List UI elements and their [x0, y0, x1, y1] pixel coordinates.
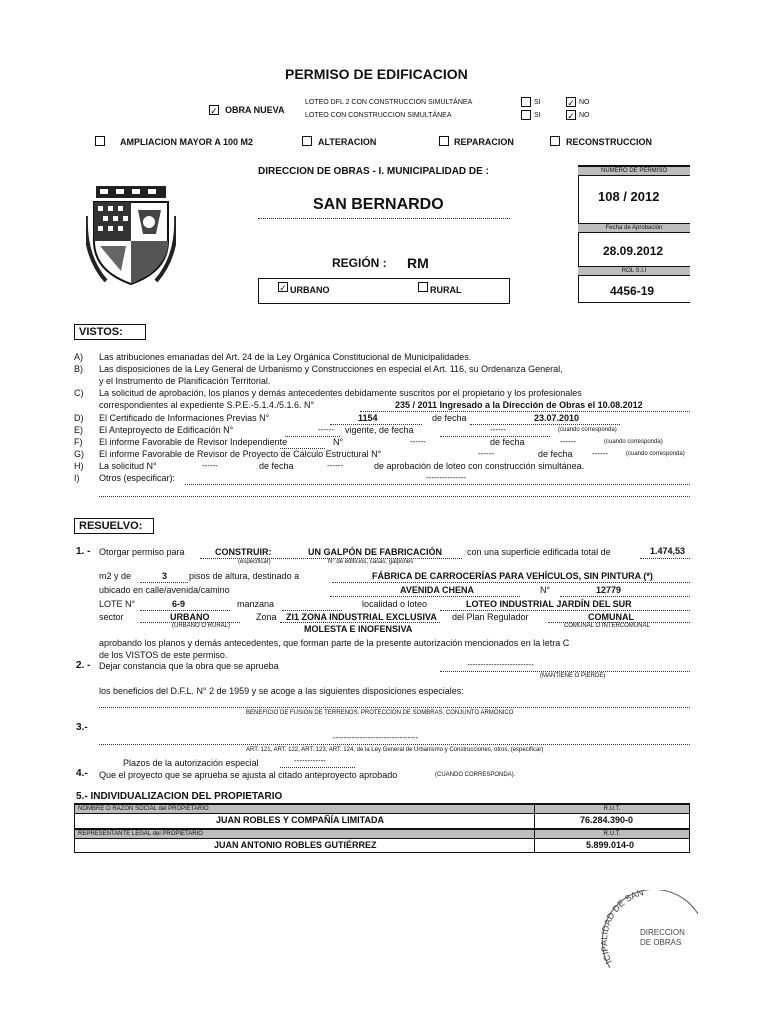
permit-box	[578, 165, 690, 303]
m2-label: m2 y de	[99, 571, 132, 581]
alteracion-checkbox[interactable]	[302, 136, 312, 146]
manzana-line	[282, 610, 342, 611]
resuelvo-3-note: ART. 121, ART. 122, ART. 123, ART. 124, de la Ley General de Urbanismo y Construcciones, otros, (especificar)	[246, 747, 544, 753]
vistos-e: El Anteproyecto de Edificación N°	[99, 425, 234, 435]
vistos-c: La solicitud de aprobación, los planos y demás antecedentes debidamente suscritos por el propietario y los profesionales	[99, 388, 582, 398]
cip-number: 1154	[358, 413, 378, 423]
revisor-number: ------	[410, 437, 426, 446]
loteo-con-si-checkbox[interactable]	[521, 110, 531, 120]
resuelvo-2-num: 2. -	[76, 660, 91, 671]
otros-value: ---------------	[426, 473, 466, 482]
loteo-dfl-si-checkbox[interactable]	[521, 97, 531, 107]
vistos-f: El informe Favorable de Revisor Independiente	[99, 437, 288, 447]
vistos-key-g: G)	[74, 449, 84, 459]
solicitud-fecha: ------	[327, 461, 343, 470]
fecha-aprobacion-value: 28.09.2012	[603, 244, 664, 258]
resuelvo-4-note: (CUANDO CORRESPONDA).	[435, 772, 516, 778]
vistos-key-i: I)	[74, 473, 80, 483]
cip-fecha-value: 23.07.2010	[534, 413, 580, 423]
mantiene-note: (MANTIENE O PIERDE)	[540, 673, 606, 679]
revisor-fecha-label: de fecha	[490, 437, 525, 447]
propietario-rut: 76.284.390-0	[580, 815, 634, 825]
reparacion-checkbox[interactable]	[439, 136, 449, 146]
resuelvo-2-text: Dejar constancia que la obra que se aprueba	[99, 661, 279, 671]
numero-value: 12779	[596, 585, 622, 595]
ampliacion-label: AMPLIACION MAYOR A 100 M2	[120, 137, 254, 147]
vistos-key-b: B)	[74, 364, 83, 374]
destino-value: FÁBRICA DE CARROCERÍAS PARA VEHÍCULOS, SIN PINTURA (*)	[372, 571, 653, 581]
lote-value: 6-9	[172, 599, 186, 609]
page-title: PERMISO DE EDIFICACION	[285, 66, 468, 82]
expediente-line	[360, 411, 690, 412]
coat-of-arms-icon	[86, 186, 176, 291]
vistos-key-c: C)	[74, 388, 84, 398]
expediente-value: 235 / 2011 Ingresado a la Dirección de Obras el 10.08.2012	[395, 400, 643, 410]
si-label: SI	[534, 99, 541, 106]
calle-line	[330, 596, 520, 597]
propietario-heading: 5.- INDIVIDUALIZACION DEL PROPIETARIO	[76, 791, 283, 802]
revisor-note: (cuando corresponda)	[604, 439, 663, 445]
resuelvo-heading: RESUELVO:	[74, 518, 154, 534]
representante-nombre: JUAN ANTONIO ROBLES GUTIÉRREZ	[214, 840, 377, 850]
vistos-h: La solicitud N°	[99, 461, 157, 471]
vistos-heading: VISTOS:	[74, 324, 146, 340]
numero-permiso-value: 108 / 2012	[598, 189, 660, 204]
revisor-n-label: N°	[333, 437, 344, 447]
fecha-aprobacion-label: Fecha de Aprobación	[578, 223, 690, 233]
cip-fecha-label: de fecha	[432, 413, 467, 423]
zona-line	[280, 622, 440, 623]
lote-label: LOTE N°	[99, 599, 136, 609]
vistos-c2: correspondientes al expediente S.P.E.-5.1.4./5.1.6. N°	[99, 400, 315, 410]
representante-label: REPRESENTANTE LEGAL del PROPIETARIO	[75, 829, 534, 839]
lote-line	[140, 610, 230, 611]
sector-line	[140, 622, 240, 623]
obra-value: UN GALPÓN DE FABRICACIÓN	[308, 547, 443, 557]
anteproyecto-vigente: vigente, de fecha	[345, 425, 414, 435]
obra-note: N° de edificios, casas, galpones	[328, 559, 414, 565]
numero-line	[560, 596, 690, 597]
no-label: NO	[579, 99, 590, 106]
alteracion-label: ALTERACION	[318, 137, 377, 147]
pisos-line	[140, 582, 188, 583]
plazos-line	[280, 767, 355, 768]
calculo-fecha: ------	[592, 449, 608, 458]
rol-sii-value: 4456-19	[610, 284, 655, 298]
disposiciones-note: BENEFICIO DE FUSIÓN DE TERRENOS, PROTECCIÓN DE SOMBRAS, CONJUNTO ARMÓNICO	[246, 710, 514, 716]
vistos-b: Las disposiciones de la Ley General de Urbanismo y Construcciones en especial el Art. 116, su Ordenanza General,	[99, 364, 563, 374]
loteo-dfl-no-checkbox[interactable]: ✓	[567, 98, 575, 108]
superficie-line	[640, 558, 690, 559]
loteo-line	[440, 610, 690, 611]
stamp-line-1: DIRECCION	[640, 928, 685, 937]
rural-checkbox[interactable]	[418, 282, 428, 292]
zona-value: ZI1 ZONA INDUSTRIAL EXCLUSIVA	[286, 612, 437, 622]
resuelvo-2-benef: los beneficios del D.F.L. N° 2 de 1959 y se acoge a las siguientes disposiciones especiales:	[99, 686, 464, 696]
sector-label: sector	[99, 612, 124, 622]
reconstruccion-label: RECONSTRUCCION	[566, 137, 653, 147]
mantiene-line	[440, 671, 690, 672]
municipalidad-line	[258, 218, 510, 219]
superficie-value: 1.474,53	[650, 546, 686, 556]
clasificacion-value: MOLESTA E INOFENSIVA	[304, 624, 413, 634]
stamp-ring-text: ICIPALIDAD DE SAN	[598, 890, 645, 966]
disposiciones-line	[99, 707, 690, 708]
rural-label: RURAL	[430, 285, 462, 295]
reconstruccion-checkbox[interactable]	[550, 136, 560, 146]
calculo-fecha-label: de fecha	[538, 449, 573, 459]
representante-rut: 5.899.014-0	[586, 840, 635, 850]
ubicado-label: ubicado en calle/avenida/camino	[99, 585, 230, 595]
localidad-label: localidad o loteo	[362, 599, 428, 609]
calle-value: AVENIDA CHENA	[400, 585, 475, 595]
obra-line	[200, 558, 462, 559]
vistos-key-e: E)	[74, 425, 83, 435]
vistos-g: El informe Favorable de Revisor de Proyecto de Cálculo Estructural N°	[99, 449, 382, 459]
calculo-note: (cuando corresponda)	[626, 451, 685, 457]
municipalidad-value: SAN BERNARDO	[313, 196, 444, 213]
vistos-d: El Certificado de Informaciones Previas N°	[99, 413, 270, 423]
sector-value: URBANO	[170, 612, 210, 622]
resuelvo-1-text: Otorgar permiso para	[99, 547, 185, 557]
plan-value: COMUNAL	[588, 612, 634, 622]
plazos-label: Plazos de la autorización especial	[123, 758, 259, 768]
sector-note: (URBANO O RURAL)	[172, 623, 231, 629]
anteproyecto-number-line	[285, 436, 340, 437]
loteo-con-label: LOTEO CON CONSTRUCCION SIMULTÁNEA	[305, 112, 452, 119]
obra-nueva-checkbox[interactable]: ✓	[210, 106, 218, 116]
vistos-h-rest: de aprobación de loteo con construcción simultánea.	[374, 461, 585, 471]
urbano-label: URBANO	[290, 285, 330, 295]
nombre-label: NOMBRE O RAZÓN SOCIAL del PROPIETARIO	[75, 804, 534, 814]
reparacion-label: REPARACION	[454, 137, 514, 147]
resuelvo-1-num: 1. -	[76, 546, 91, 557]
plan-note: COMUNAL O INTERCOMUNAL	[564, 623, 650, 629]
plazos-value: ------------	[294, 756, 326, 765]
obra-nueva-label: OBRA NUEVA	[225, 105, 285, 115]
zona-label: Zona	[256, 612, 277, 622]
especificar-note: (especificar)	[238, 559, 271, 565]
destino-line	[332, 582, 690, 583]
resuelvo-4-num: 4.-	[76, 768, 88, 779]
ampliacion-checkbox[interactable]	[95, 136, 105, 146]
superficie-label: con una superficie edificada total de	[467, 547, 611, 557]
plan-line	[548, 622, 690, 623]
loteo-value: LOTEO INDUSTRIAL JARDÍN DEL SUR	[466, 599, 632, 609]
numero-permiso-label: NUMERO DE PERMISO	[578, 166, 690, 176]
rut-label: R.U.T.	[535, 804, 689, 814]
vistos-b2: y el Instrumento de Planificación Territorial.	[99, 376, 271, 386]
aprobando-text: aprobando los planos y demás antecedentes, que forman parte de la presente autorización mencionados en la letra C	[99, 638, 570, 648]
anteproyecto-number: ------	[318, 425, 334, 434]
manzana-label: manzana	[237, 599, 275, 609]
anteproyecto-fecha: ------	[490, 425, 506, 434]
rol-sii-label: ROL S.I.I	[578, 266, 690, 276]
region-label: REGIÓN :	[332, 256, 387, 270]
resuelvo-3-value: --------------------------------	[333, 733, 419, 742]
stamp-line-2: DE OBRAS	[640, 938, 682, 947]
vistos-key-h: H)	[74, 461, 84, 471]
resuelvo-3-line	[99, 744, 690, 745]
rep-rut-label: R.U.T.	[535, 829, 689, 839]
pisos-label: pisos de altura, destinado a	[189, 571, 300, 581]
vistos-key-a: A)	[74, 352, 83, 362]
direccion-label: DIRECCION DE OBRAS - I. MUNICIPALIDAD DE :	[258, 166, 489, 177]
vistos-a: Las atribuciones emanadas del Art. 24 de la Ley Orgánica Constitucional de Municipalidades.	[99, 352, 472, 362]
mantiene-value: -------------------------	[467, 660, 534, 669]
solicitud-number: ------	[202, 461, 218, 470]
numero-label: N°	[540, 585, 551, 595]
urbano-checkbox[interactable]: ✓	[279, 283, 287, 293]
vistos-key-d: D)	[74, 413, 84, 423]
calculo-number: ------	[478, 449, 494, 458]
vistos-ref-text: de los VISTOS de este permiso.	[99, 650, 228, 660]
solicitud-fecha-label: de fecha	[259, 461, 294, 471]
svg-text:ICIPALIDAD DE SAN	[599, 890, 645, 965]
resuelvo-3-num: 3.-	[76, 722, 88, 733]
revisor-fecha: ------	[560, 437, 576, 446]
tipo-permiso: CONSTRUIR:	[215, 547, 272, 557]
vistos-key-f: F)	[74, 437, 83, 447]
anteproyecto-note: (cuando corresponda)	[558, 427, 617, 433]
otros-line	[185, 484, 690, 485]
no-label: NO	[579, 112, 590, 119]
si-label: SI	[534, 112, 541, 119]
propietario-nombre: JUAN ROBLES Y COMPAÑÍA LIMITADA	[216, 815, 385, 825]
pisos-value: 3	[162, 571, 168, 581]
region-value: RM	[407, 255, 429, 271]
loteo-con-no-checkbox[interactable]: ✓	[567, 111, 575, 121]
vistos-i: Otros (especificar):	[99, 473, 176, 483]
loteo-dfl-label: LOTEO DFL 2 CON CONSTRUCCION SIMULTÁNEA	[305, 99, 473, 106]
resuelvo-4-text: Que el proyecto que se aprueba se ajusta al citado anteproyecto aprobado	[99, 770, 398, 780]
plan-label: del Plan Regulador	[452, 612, 529, 622]
otros-line-2	[99, 496, 690, 497]
